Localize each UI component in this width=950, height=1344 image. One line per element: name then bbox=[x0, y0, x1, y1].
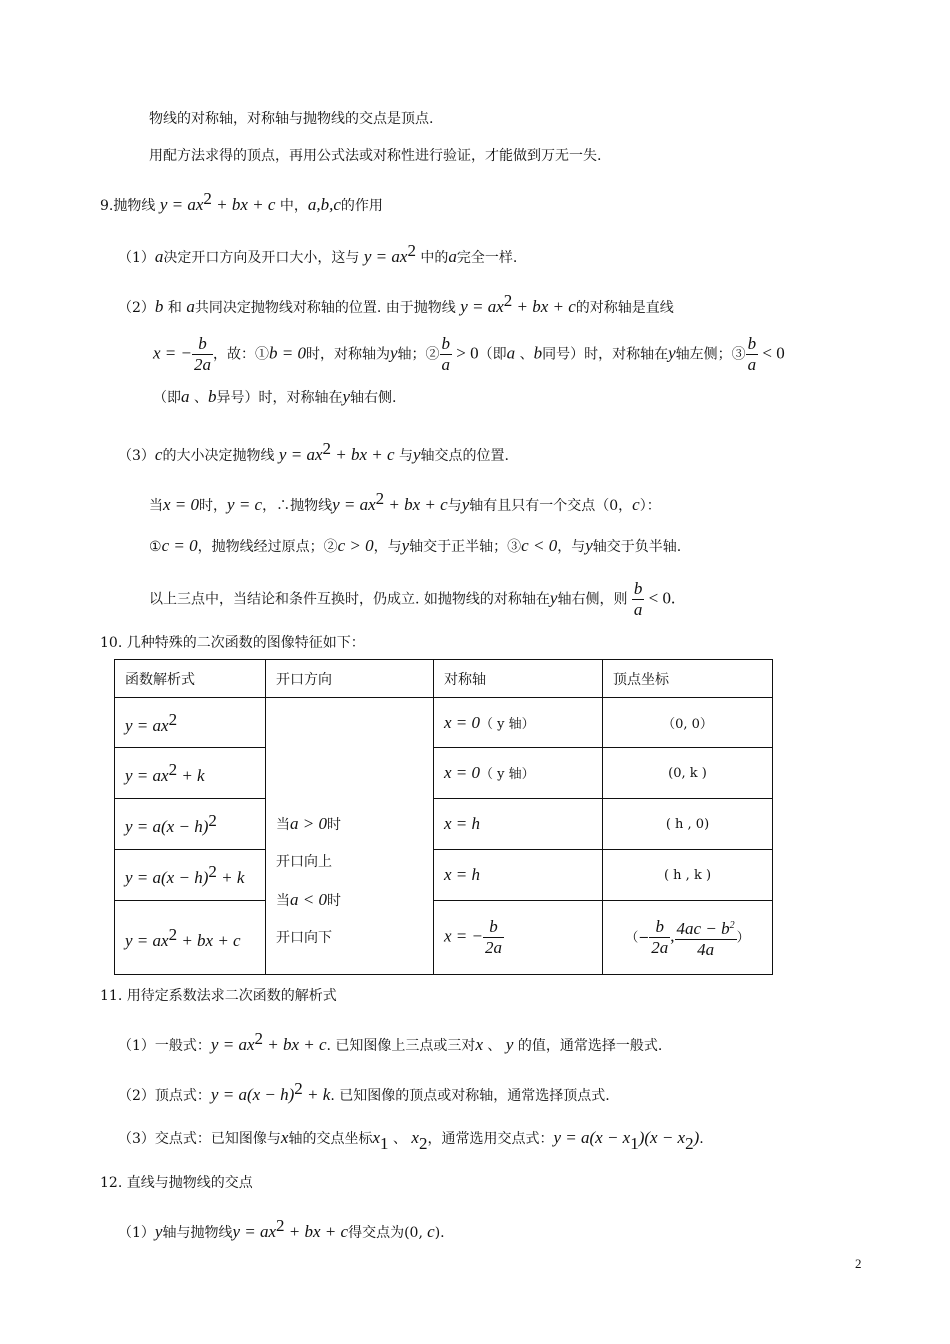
axis-cell: x = h bbox=[434, 850, 603, 901]
formula-cell: $y = ax^2$ + bx + c bbox=[115, 901, 266, 975]
s9-point-2-line-2: x = − $\frac{b}{2a}$ ，故：①b = 0时，对称轴为y轴；② $\frac{b}{a}$ > 0（即a 、b同号）时，对称轴在y轴左侧；③ $\frac{b}{a}$ < 0 bbox=[153, 334, 785, 374]
s9-point-2-line-3: （即a 、b异号）时，对称轴在y轴右侧. bbox=[153, 387, 397, 406]
table-row bbox=[115, 850, 773, 901]
s11-point-2: （2）顶点式：$y = a(x - h)^2 + k$. 已知图像的顶点或对称轴，通常选择顶点式. bbox=[118, 1079, 610, 1104]
page-number: 2 bbox=[855, 1256, 862, 1271]
formula-cell: $y = a(x - h)^2$ bbox=[115, 799, 266, 850]
table-header: 开口方向 bbox=[266, 660, 434, 698]
s9-point-3-line-3: ①c = 0，抛物线经过原点；②c > 0，与y轴交于正半轴；③c < 0，与y轴交于负半轴. bbox=[149, 536, 682, 555]
s9-heading: 9.抛物线 $y = ax^2$ + bx + c 中，a,b,c的作用 bbox=[100, 189, 383, 214]
formula-cell: $y = ax^2 + k$ bbox=[115, 748, 266, 799]
axis-cell: x = 0（ y 轴） bbox=[434, 698, 603, 748]
s11-point-1: （1）一般式：$y = ax^2$ + bx + c. 已知图像上三点或三对x 、 y 的值，通常选择一般式. bbox=[118, 1029, 663, 1054]
s11-point-3: （3）交点式：已知图像与x轴的交点坐标$x_1$ 、 $x_2$，通常选用交点式：$y = a(x - x_1)(x - x_2)$. bbox=[118, 1128, 704, 1153]
vertex-cell: ( h , k ) bbox=[603, 850, 773, 901]
table-row bbox=[115, 698, 773, 748]
intro-line-1: 物线的对称轴，对称轴与抛物线的交点是顶点. bbox=[149, 111, 434, 127]
s9-point-3-line-2: 当x = 0时，y = c，∴抛物线$y = ax^2$ + bx + c与y轴有且只有一个交点（0，c）： bbox=[149, 489, 661, 514]
s10-heading: 10. 几种特殊的二次函数的图像特征如下： bbox=[100, 635, 365, 651]
axis-cell: x = − $\frac{b}{2a}$ bbox=[434, 901, 603, 975]
table-header: 函数解析式 bbox=[115, 660, 266, 698]
vertex-cell: ( h , 0) bbox=[603, 799, 773, 850]
table-row bbox=[115, 748, 773, 799]
axis-cell: x = 0（ y 轴） bbox=[434, 748, 603, 799]
table-header: 顶点坐标 bbox=[603, 660, 773, 698]
opening-cell: 当a > 0时 开口向上 当a < 0时 开口向下 bbox=[266, 698, 434, 975]
s9-point-2: （2）b 和 a共同决定抛物线对称轴的位置. 由于抛物线 $y = ax^2$ + bx + c的对称轴是直线 bbox=[118, 291, 674, 316]
intro-line-2: 用配方法求得的顶点，再用公式法或对称性进行验证，才能做到万无一失. bbox=[149, 148, 602, 164]
table-row bbox=[115, 799, 773, 850]
table-row bbox=[115, 901, 773, 975]
formula-cell: $y = ax^2$ bbox=[115, 698, 266, 748]
vertex-cell: （− $\frac{b}{2a}$ , $\frac{4ac - b^2}{4a}$ ） bbox=[603, 901, 773, 975]
s12-heading: 12. 直线与抛物线的交点 bbox=[100, 1175, 253, 1191]
s9-point-3-line-4: 以上三点中，当结论和条件互换时，仍成立. 如抛物线的对称轴在y轴右侧，则 $\frac{b}{a}$ < 0. bbox=[149, 579, 676, 619]
s9-point-1: （1）a决定开口方向及开口大小，这与 $y = ax^2$ 中的a完全一样. bbox=[118, 241, 518, 266]
formula-cell: $y = a(x - h)^2 + k$ bbox=[115, 850, 266, 901]
s12-point-1: （1）y轴与抛物线$y = ax^2$ + bx + c得交点为(0, c). bbox=[118, 1216, 445, 1241]
vertex-cell: （0, 0） bbox=[603, 698, 773, 748]
vertex-cell: (0, k ) bbox=[603, 748, 773, 799]
s11-heading: 11. 用待定系数法求二次函数的解析式 bbox=[100, 988, 337, 1004]
special-functions-table bbox=[114, 659, 773, 975]
axis-cell: x = h bbox=[434, 799, 603, 850]
table-header: 对称轴 bbox=[434, 660, 603, 698]
s9-point-3: （3）c的大小决定抛物线 $y = ax^2$ + bx + c 与y轴交点的位置. bbox=[118, 439, 509, 464]
